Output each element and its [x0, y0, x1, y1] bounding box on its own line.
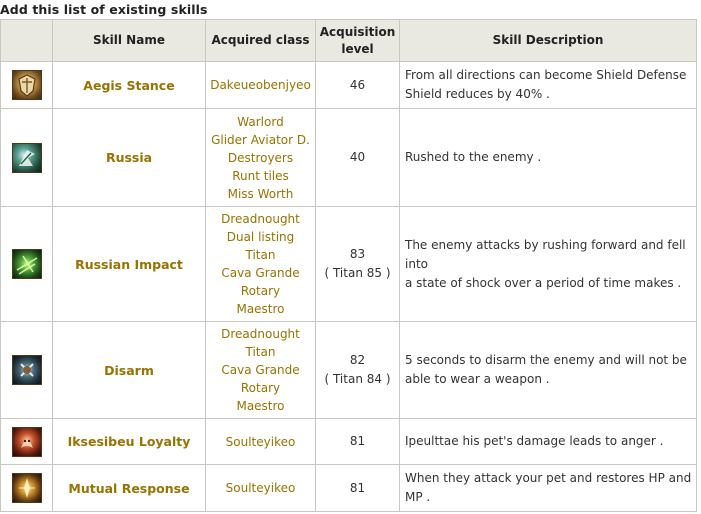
class-item: Titan: [245, 345, 276, 359]
level-note: ( Titan 84 ): [324, 372, 391, 386]
table-row: [1, 322, 697, 419]
class-item: Destroyers: [227, 150, 294, 165]
class-item: Rotary: [240, 381, 281, 395]
level-value: 81: [349, 480, 366, 495]
class-item: Glider Aviator D.: [211, 132, 310, 147]
class-item: Cava Grande: [221, 266, 300, 280]
table-row: [1, 465, 697, 512]
header-row: [1, 20, 697, 62]
icon-cell: [1, 322, 53, 419]
skill-description: [400, 322, 697, 419]
icon-cell: [1, 419, 53, 465]
header-skill-name: Skill Name: [53, 20, 206, 62]
description-line: able to wear a weapon .: [405, 372, 550, 386]
header-icon: [1, 20, 53, 62]
class-item: Soulteyikeo: [225, 481, 296, 495]
acquisition-level: [316, 62, 400, 109]
acquired-class: [206, 207, 316, 322]
class-item: Dakeueobenjyeo: [210, 78, 311, 92]
description-line: The enemy attacks by rushing forward and fell into: [405, 237, 686, 271]
acquired-class: [206, 109, 316, 207]
level-value: 83: [349, 247, 366, 261]
skills-table: [0, 19, 697, 512]
level-value: 81: [349, 434, 366, 448]
russian-impact-icon: [12, 249, 42, 279]
table-row: [1, 62, 697, 109]
header-acquisition-level: [316, 20, 400, 62]
acquisition-level: [316, 322, 400, 419]
page-title: Add this list of existing skills: [0, 2, 208, 17]
icon-cell: [1, 62, 53, 109]
description-line: Rushed to the enemy .: [405, 150, 542, 164]
class-item: Dual listing: [226, 230, 295, 244]
class-item: Warlord: [237, 114, 284, 129]
table-row: [1, 207, 697, 322]
skill-description: [400, 109, 697, 207]
acquired-class: [206, 465, 316, 512]
header-acquired-class: Acquired class: [206, 20, 316, 62]
icon-cell: [1, 207, 53, 322]
acquisition-level: [316, 207, 400, 322]
class-item: Runt tiles: [232, 168, 289, 183]
russia-icon: [12, 143, 42, 173]
skill-name: Mutual Response: [53, 465, 206, 512]
level-value: 46: [349, 77, 366, 92]
class-item: Maestro: [236, 302, 285, 316]
aegis-stance-icon: [12, 70, 42, 100]
class-item: Cava Grande: [221, 363, 300, 377]
level-value: 82: [349, 353, 366, 367]
header-acquisition-level-line2: level: [341, 41, 374, 56]
table-row: [1, 419, 697, 465]
skill-name: Aegis Stance: [53, 62, 206, 109]
acquired-class: [206, 322, 316, 419]
skill-name: Russia: [53, 109, 206, 207]
disarm-icon: [12, 355, 42, 385]
acquisition-level: [316, 419, 400, 465]
skill-name: Russian Impact: [53, 207, 206, 322]
level-note: ( Titan 85 ): [324, 266, 391, 280]
class-item: Soulteyikeo: [225, 434, 296, 449]
skill-name: Disarm: [53, 322, 206, 419]
level-value: 40: [349, 150, 366, 164]
class-item: Dreadnought: [221, 212, 300, 226]
class-item: Miss Worth: [227, 186, 294, 201]
header-acquisition-level-line1: Acquisition: [319, 24, 396, 39]
acquisition-level: [316, 109, 400, 207]
skill-description: [400, 465, 697, 512]
description-line: Ipeulttae his pet's damage leads to anger .: [405, 434, 664, 448]
acquired-class: [206, 62, 316, 109]
description-line: When they attack your pet and restores HP and: [405, 471, 692, 485]
header-skill-description: Skill Description: [400, 20, 697, 62]
skill-description: [400, 62, 697, 109]
icon-cell: [1, 109, 53, 207]
description-line: Shield reduces by 40% .: [405, 87, 550, 101]
class-item: Maestro: [236, 399, 285, 413]
skill-description: [400, 207, 697, 322]
skill-description: [400, 419, 697, 465]
iksesibeu-loyalty-icon: [12, 427, 42, 457]
class-item: Rotary: [240, 284, 281, 298]
description-line: MP .: [405, 490, 431, 504]
skill-name: Iksesibeu Loyalty: [53, 419, 206, 465]
description-line: From all directions can become Shield Defense: [405, 68, 687, 82]
mutual-response-icon: [12, 473, 42, 503]
acquisition-level: [316, 465, 400, 512]
table-row: [1, 109, 697, 207]
acquired-class: [206, 419, 316, 465]
description-line: a state of shock over a period of time makes .: [405, 275, 682, 290]
description-line: 5 seconds to disarm the enemy and will not be: [405, 353, 687, 367]
class-item: Titan: [245, 248, 276, 262]
class-item: Dreadnought: [221, 327, 300, 341]
icon-cell: [1, 465, 53, 512]
